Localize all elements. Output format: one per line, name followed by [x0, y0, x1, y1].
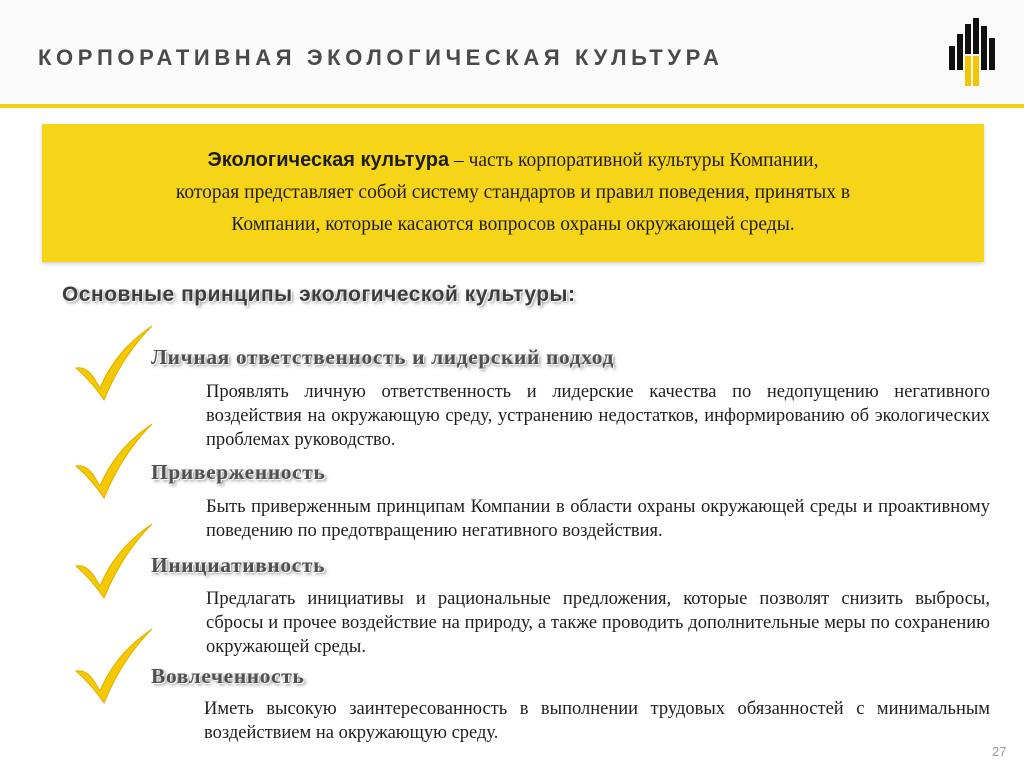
principle-description-4: Иметь высокую заинтересованность в выполнении трудовых обязанностей с минимальным воздействием на окружающую среду. — [204, 699, 990, 743]
principle-description-2: Быть приверженным принципам Компании в области охраны окружающей среды и проактивному поведению по предотвращению негативного воздействия. — [206, 497, 990, 541]
header-divider — [0, 104, 1024, 108]
definition-term: Экологическая культура — [207, 149, 450, 171]
principle-description-3: Предлагать инициативы и рациональные предложения, которые позволят снизить выбросы, сбросы и прочее воздействие на природу, а также проводить дополнительные меры по сохранению окружающей среды. — [206, 589, 990, 657]
principle-title-4: Вовлеченность — [151, 664, 305, 688]
principle-title-2: Приверженность — [151, 460, 326, 484]
definition-line-2: которая представляет собой систему стандартов и правил поведения, принятых в — [175, 182, 851, 203]
checkmark-icon — [70, 420, 154, 500]
page-number: 27 — [992, 744, 1007, 759]
principle-title-1: Личная ответственность и лидерский подход — [151, 345, 614, 369]
checkmark-icon — [70, 322, 154, 402]
definition-line-1-rest: – часть корпоративной культуры Компании, — [449, 150, 819, 171]
company-logo — [946, 12, 1000, 90]
principles-heading: Основные принципы экологической культуры: — [62, 283, 576, 306]
definition-line-3: Компании, которые касаются вопросов охраны окружающей среды. — [231, 214, 795, 235]
checkmark-icon — [70, 520, 154, 600]
slide-title: КОРПОРАТИВНАЯ ЭКОЛОГИЧЕСКАЯ КУЛЬТУРА — [38, 45, 724, 70]
principle-title-3: Инициативность — [151, 553, 326, 577]
definition-line-1 — [42, 144, 984, 177]
principle-description-1: Проявлять личную ответственность и лидерские качества по недопущению негативного воздействия на окружающую среду, устранению недостатков, информированию об экологических проблемах руководство. — [206, 382, 990, 450]
definition-box — [42, 124, 984, 262]
definition-text — [42, 144, 984, 241]
checkmark-icon — [70, 625, 154, 705]
